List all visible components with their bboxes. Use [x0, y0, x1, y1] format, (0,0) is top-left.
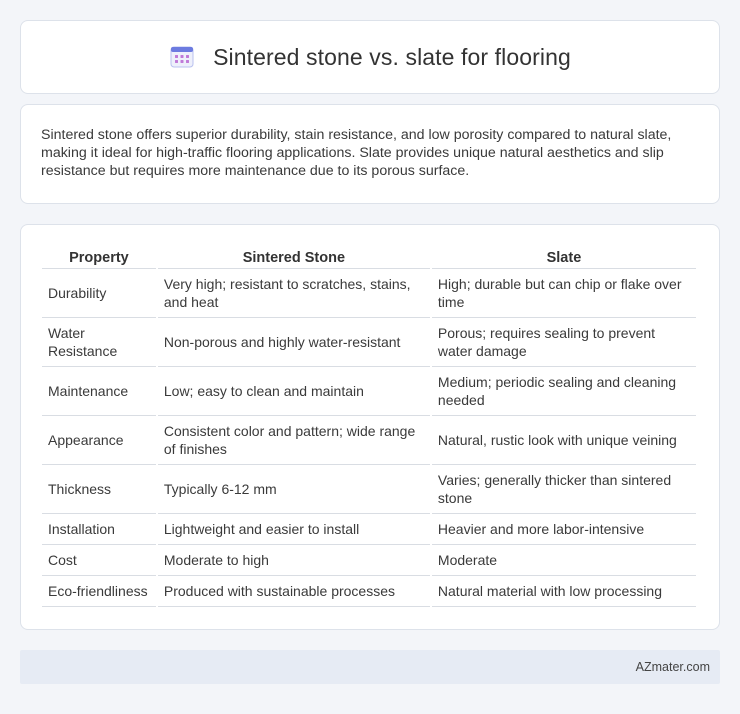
header-slate: Slate: [432, 245, 696, 269]
cell-property: Thickness: [42, 465, 156, 514]
comparison-table: [40, 245, 698, 607]
calendar-grid-icon: [169, 44, 195, 70]
title-wrap: [169, 44, 571, 71]
table-row: [42, 514, 696, 545]
cell-slate: Varies; generally thicker than sintered stone: [432, 465, 696, 514]
cell-slate: Medium; periodic sealing and cleaning needed: [432, 367, 696, 416]
footer-site-link[interactable]: AZmater.com: [635, 660, 710, 674]
cell-slate: Natural material with low processing: [432, 576, 696, 607]
cell-sintered: Produced with sustainable processes: [158, 576, 430, 607]
table-row: [42, 269, 696, 318]
cell-property: Cost: [42, 545, 156, 576]
cell-sintered: Typically 6-12 mm: [158, 465, 430, 514]
cell-property: Water Resistance: [42, 318, 156, 367]
table-row: [42, 545, 696, 576]
title-card: [20, 20, 720, 94]
cell-sintered: Non-porous and highly water-resistant: [158, 318, 430, 367]
cell-property: Eco-friendliness: [42, 576, 156, 607]
page-title: Sintered stone vs. slate for flooring: [213, 43, 571, 70]
cell-sintered: Lightweight and easier to install: [158, 514, 430, 545]
cell-sintered: Consistent color and pattern; wide range of finishes: [158, 416, 430, 465]
table-header-row: [42, 245, 696, 269]
summary-card: [20, 104, 720, 204]
summary-text: Sintered stone offers superior durability, stain resistance, and low porosity compared to natural slate, making it ideal for high-traffic flooring applications. Slate provides unique natural aesthetics and slip resistance but requires more maintenance due to its porous surface.: [41, 127, 672, 179]
header-sintered-stone: Sintered Stone: [158, 245, 430, 269]
table-card: [20, 224, 720, 630]
cell-slate: Porous; requires sealing to prevent water damage: [432, 318, 696, 367]
cell-property: Durability: [42, 269, 156, 318]
header-property: Property: [42, 245, 156, 269]
cell-slate: Moderate: [432, 545, 696, 576]
table-row: [42, 465, 696, 514]
footer: [20, 650, 720, 684]
table-row: [42, 318, 696, 367]
cell-slate: Heavier and more labor-intensive: [432, 514, 696, 545]
table-row: [42, 576, 696, 607]
table-row: [42, 416, 696, 465]
cell-property: Appearance: [42, 416, 156, 465]
cell-slate: Natural, rustic look with unique veining: [432, 416, 696, 465]
cell-slate: High; durable but can chip or flake over time: [432, 269, 696, 318]
cell-property: Maintenance: [42, 367, 156, 416]
cell-property: Installation: [42, 514, 156, 545]
cell-sintered: Low; easy to clean and maintain: [158, 367, 430, 416]
cell-sintered: Very high; resistant to scratches, stains, and heat: [158, 269, 430, 318]
table-row: [42, 367, 696, 416]
cell-sintered: Moderate to high: [158, 545, 430, 576]
